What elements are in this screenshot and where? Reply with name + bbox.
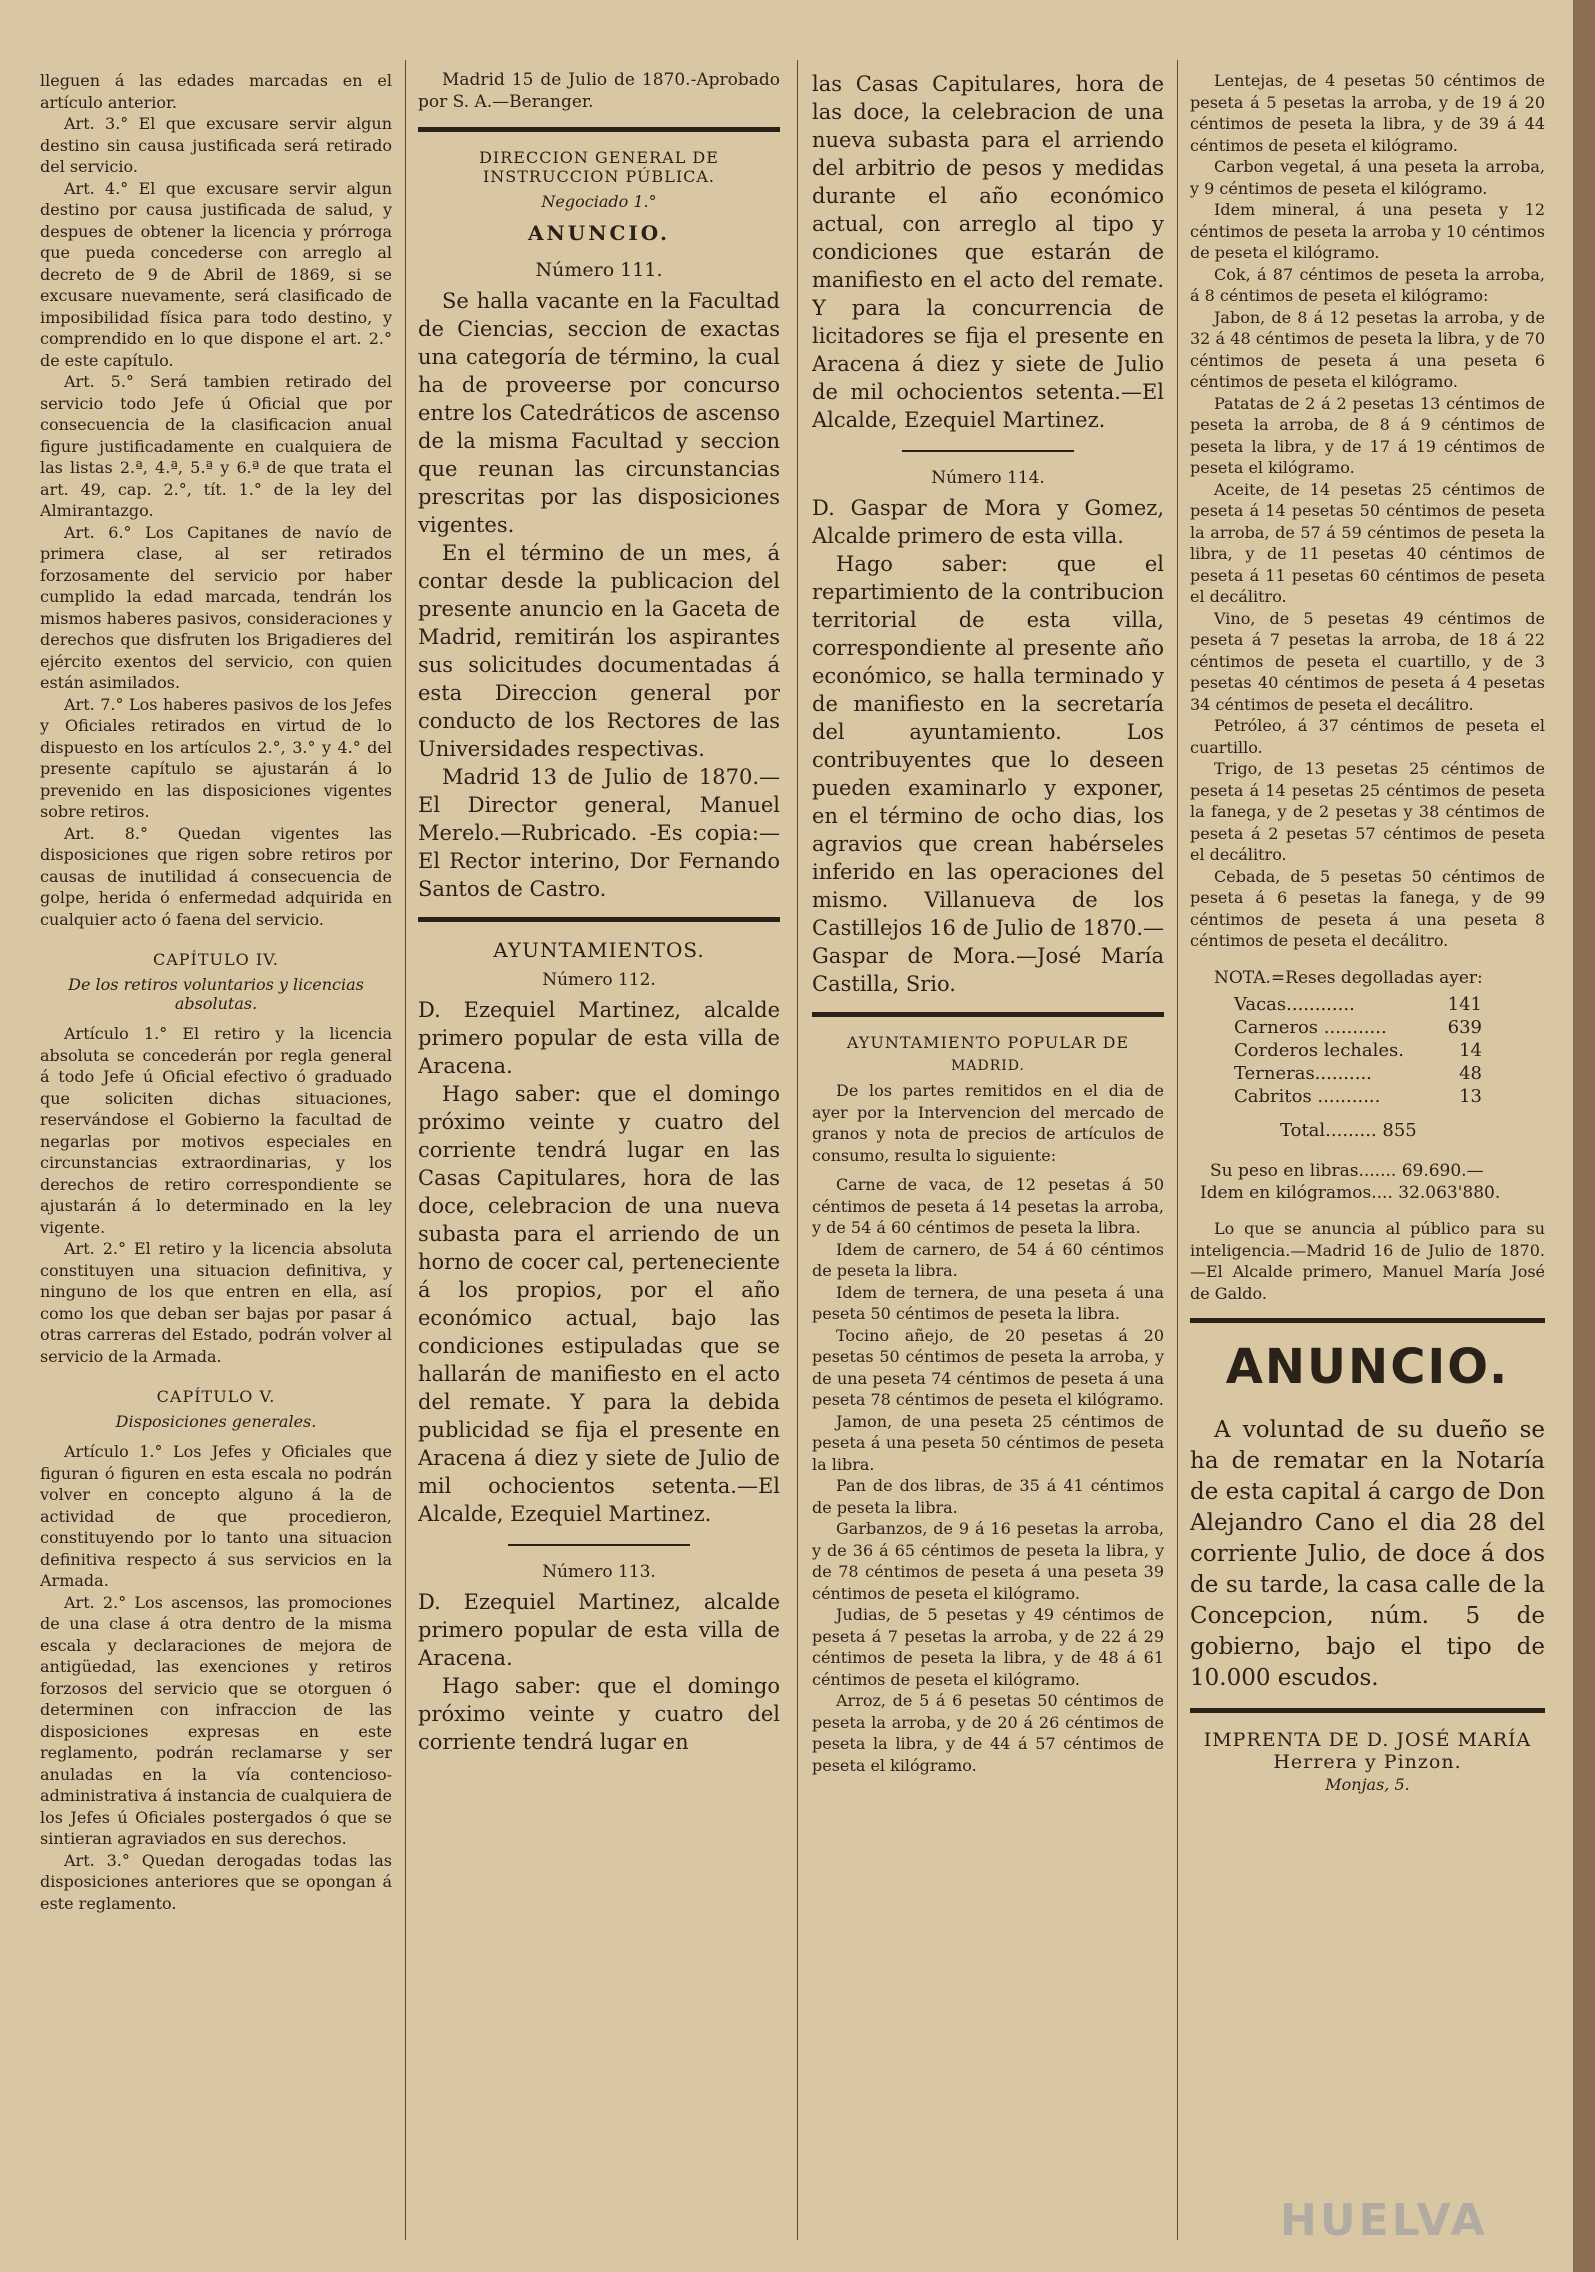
section-heading: AYUNTAMIENTO POPULAR DE — [846, 1033, 1130, 1052]
price-item: Judias, de 5 pesetas y 49 céntimos de peseta á 7 pesetas la arroba, y de 22 á 29 céntimos de peseta la libra, y de 48 á 61 céntimos de peseta el kilógramo. — [812, 1605, 1164, 1689]
price-item: Idem mineral, á una peseta y 12 céntimos de peseta la arroba y 10 céntimos de peseta el kilógramo. — [1190, 200, 1545, 262]
paragraph: las Casas Capitulares, hora de las doce, la celebracion de una nueva subasta para el arriendo del arbitrio de pesos y medidas durante el año económico actual, con arreglo al tipo y condiciones que estarán de manifiesto en el acto del remate. Y para la concurrencia de licitadores se fija el presente en Aracena á diez y siete de Julio de mil ochocientos setenta.—El Alcalde, Ezequiel Martinez. — [812, 72, 1164, 432]
chapter-heading: CAPÍTULO V. — [156, 1387, 276, 1406]
negociado: Negociado 1.° — [541, 192, 657, 211]
total-value: 855 — [1382, 1120, 1417, 1141]
column-1 — [40, 70, 392, 1914]
paragraph: lleguen á las edades marcadas en el artículo anterior. — [40, 71, 392, 112]
article: Art. 6.° Los Capitanes de navío de primera clase, al ser retirados forzosamente del servicio por haber cumplido la edad marcada, tendrán los mismos haberes pasivos, consideraciones y derechos que disfruten los Brigadieres del ejército exentos del servicio, con quien están asimilados. — [40, 522, 392, 692]
paragraph: Se halla vacante en la Facultad de Ciencias, seccion de exactas una categoría de término, la cual ha de proveerse por concurso entre los Catedráticos de ascenso de la misma Facultad y seccion que reunan las circunstancias prescritas por las disposiciones vigentes. — [418, 289, 780, 537]
anuncio-heading: ANUNCIO. — [527, 221, 670, 245]
library-watermark: HUELVA — [1280, 2195, 1488, 2246]
stat-label: Vacas............ — [1234, 994, 1355, 1015]
nota-heading: NOTA.=Reses degolladas ayer: — [1214, 967, 1483, 988]
article: Art. 8.° Quedan vigentes las disposiciones que rigen sobre retiros por causas de inutilidad á consecuencia de golpe, herida ó enfermedad adquirida en cualquier acto ó faena del servicio. — [40, 823, 392, 929]
stat-total — [1280, 1120, 1545, 1141]
paragraph: Madrid 13 de Julio de 1870.—El Director general, Manuel Merelo.—Rubricado. -Es copia:—El Rector interino, Dor Fernando Santos de Castro. — [418, 765, 780, 901]
stat-value: 639 — [1447, 1017, 1482, 1038]
section-rule — [1190, 1318, 1545, 1323]
stat-value: 14 — [1459, 1040, 1482, 1061]
price-item: Lentejas, de 4 pesetas 50 céntimos de peseta á 5 pesetas la arroba, y de 19 á 20 céntimos de peseta la libra, y de 39 á 44 céntimos de peseta el kilógramo. — [1190, 71, 1545, 155]
section-heading: DIRECCION GENERAL DE INSTRUCCION PÚBLICA. — [479, 148, 719, 186]
paragraph: En el término de un mes, á contar desde la publicacion del presente anuncio en la Gaceta de Madrid, remitirán los aspirantes sus solicitudes documentadas á esta Direccion general por conducto de los Rectores de las Universidades respectivas. — [418, 541, 780, 761]
short-rule — [508, 1544, 690, 1546]
article: Art. 7.° Los haberes pasivos de los Jefes y Oficiales retirados en virtud de lo dispuesto en los artículos 2.°, 3.° y 4.° del presente capítulo se ajustarán á lo prevenido en las disposiciones vigentes sobre retiros. — [40, 694, 392, 821]
paragraph: Hago saber: que el repartimiento de la contribucion territorial de esta villa, correspondiente al presente año económico, se halla terminado y de manifiesto en la secretaría del ayuntamiento. Los contribuyentes que lo deseen pueden examinarlo y exponer, en el término de ocho dias, los agravios que crean habérseles inferido en las operaciones del mismo. Villanueva de los Castillejos 16 de Julio de 1870.—Gaspar de Mora.—José María Castilla, Srio. — [812, 552, 1164, 996]
section-rule — [812, 1012, 1164, 1017]
column-3 — [812, 70, 1164, 1776]
price-item: Petróleo, á 37 céntimos de peseta el cuartillo. — [1190, 716, 1545, 757]
weight-kilos: Idem en kilógramos.... 32.063'880. — [1200, 1182, 1501, 1203]
price-item: Pan de dos libras, de 35 á 41 céntimos de peseta la libra. — [812, 1476, 1164, 1517]
price-item: Cok, á 87 céntimos de peseta la arroba, á 8 céntimos de peseta el kilógramo: — [1190, 264, 1545, 305]
column-divider — [797, 60, 798, 2240]
price-item: Patatas de 2 á 2 pesetas 13 céntimos de peseta la arroba, de 8 á 9 céntimos de peseta la libra, y de 17 á 19 céntimos de peseta el kilógramo. — [1190, 393, 1545, 477]
article: Artículo 1.° Los Jefes y Oficiales que figuran ó figuren en esta escala no podrán volver en concepto alguno á la de actividad de que procedieron, constituyendo por lo tanto una situacion definitiva respecto á sus servicios en la Armada. — [40, 1442, 392, 1590]
chapter-title: De los retiros voluntarios y licencias absolutas. — [68, 975, 364, 1013]
price-item: Trigo, de 13 pesetas 25 céntimos de peseta á 14 pesetas 25 céntimos de peseta la fanega, y de 2 pesetas y 38 céntimos de peseta á 2 pesetas 57 céntimos de peseta el decálitro. — [1190, 759, 1545, 864]
price-item: Jamon, de una peseta 25 céntimos de peseta á una peseta 50 céntimos de peseta la libra. — [812, 1411, 1164, 1474]
price-item: Cebada, de 5 pesetas 50 céntimos de peseta á 6 pesetas la fanega, y de 99 céntimos de peseta á una peseta 8 céntimos de peseta el decálitro. — [1190, 866, 1545, 950]
column-divider — [405, 60, 406, 2240]
stat-label: Cabritos ........... — [1234, 1086, 1381, 1107]
column-2 — [418, 70, 780, 1756]
price-item: Carbon vegetal, á una peseta la arroba, y 9 céntimos de peseta el kilógramo. — [1190, 157, 1545, 198]
price-item: Tocino añejo, de 20 pesetas á 20 pesetas 50 céntimos de peseta la arroba, y de una peseta 74 céntimos de peseta á una peseta 78 céntimos de peseta el kilógramo. — [812, 1325, 1164, 1409]
table-row — [1230, 1039, 1486, 1062]
notice-number: Número 111. — [535, 259, 663, 281]
price-item: Vino, de 5 pesetas 49 céntimos de peseta á 7 pesetas la arroba, de 18 á 22 céntimos de peseta el cuartillo, y de 3 pesetas 40 céntimos de peseta á 4 pesetas 34 céntimos de peseta el decálitro. — [1190, 608, 1545, 714]
table-row — [1230, 993, 1486, 1016]
article: Art. 3.° El que excusare servir algun destino sin causa justificada será retirado del servicio. — [40, 114, 392, 176]
notice-number: Número 114. — [931, 468, 1045, 488]
notice-number: Número 112. — [542, 970, 656, 990]
paragraph: Lo que se anuncia al público para su inteligencia.—Madrid 16 de Julio de 1870.—El Alcalde primero, Manuel María José de Galdo. — [1190, 1219, 1545, 1303]
paragraph: D. Ezequiel Martinez, alcalde primero popular de esta villa de Aracena. — [418, 1590, 780, 1670]
chapter-title: Disposiciones generales. — [115, 1412, 317, 1431]
stat-label: Carneros ........... — [1234, 1017, 1387, 1038]
printer-imprint: IMPRENTA DE D. JOSÉ MARÍA Herrera y Pinzon. — [1203, 1729, 1532, 1773]
stat-value: 13 — [1459, 1086, 1482, 1107]
notice-number: Número 113. — [542, 1562, 656, 1582]
price-item: Jabon, de 8 á 12 pesetas la arroba, y de 32 á 48 céntimos de peseta la libra, y de 70 céntimos de peseta á una peseta 6 céntimos de peseta el kilógramo. — [1190, 307, 1545, 391]
paragraph: Madrid 15 de Julio de 1870.-Aprobado por S. A.—Beranger. — [418, 70, 780, 112]
price-item: Aceite, de 14 pesetas 25 céntimos de peseta á 14 pesetas 50 céntimos de peseta la arroba, de 57 á 59 céntimos de peseta la libra, y de 11 pesetas 40 céntimos de peseta á 11 pesetas 60 céntimos de peseta el decálitro. — [1190, 479, 1545, 606]
paragraph: D. Gaspar de Mora y Gomez, Alcalde primero de esta villa. — [812, 496, 1164, 548]
section-rule — [418, 127, 780, 132]
article: Art. 5.° Será tambien retirado del servicio todo Jefe ú Oficial que por consecuencia de la clasificacion anual figure justificadamente en cualquiera de las listas 2.ª, 4.ª, 5.ª y 6.ª de que trata el art. 49, cap. 2.°, tít. 1.° de la ley del Almirantazgo. — [40, 372, 392, 520]
weight-libras: Su peso en libras....... 69.690.— — [1210, 1161, 1484, 1181]
paragraph: Hago saber: que el domingo próximo veinte y cuatro del corriente tendrá lugar en las Casas Capitulares, hora de las doce, celebracion de una nueva subasta para el arriendo de un horno de cocer cal, perteneciente á los propios, por el año económico actual, bajo las condiciones estipuladas que se hallarán de manifiesto en el acto del remate. Y para la debida publicidad se fija el presente en Aracena á diez y siete de Julio de mil ochocientos setenta.—El Alcalde, Ezequiel Martinez. — [418, 1082, 780, 1526]
section-rule — [418, 917, 780, 922]
article: Art. 2.° El retiro y la licencia absoluta constituyen una situacion definitiva, y ninguno de los que entren en ella, así como los que deban ser bajas por pasar á otras carreras del Estado, podrán volver al servicio de la Armada. — [40, 1239, 392, 1366]
section-heading: AYUNTAMIENTOS. — [493, 938, 705, 962]
stat-label: Corderos lechales. — [1234, 1040, 1404, 1061]
paragraph: Hago saber: que el domingo próximo veinte y cuatro del corriente tendrá lugar en — [418, 1674, 780, 1754]
printer-address: Monjas, 5. — [1325, 1775, 1410, 1794]
anuncio-heading: ANUNCIO. — [1225, 1339, 1510, 1395]
price-item: Garbanzos, de 9 á 16 pesetas la arroba, y de 36 á 65 céntimos de peseta la libra, y de 78 céntimos de peseta á una peseta 39 céntimos de peseta el kilógramo. — [812, 1519, 1164, 1603]
short-rule — [902, 450, 1074, 452]
total-label: Total......... — [1280, 1120, 1377, 1141]
stat-value: 48 — [1459, 1063, 1482, 1084]
article: Artículo 1.° El retiro y la licencia absoluta se concederán por regla general á todo Jefe ú Oficial efectivo ó graduado que soliciten dichas situaciones, reservándose el Gobierno la facultad de negarlas por motivos especiales en circunstancias extraordinarias, y los derechos de retiro correspondiente se ajustarán á lo determinado en la ley vigente. — [40, 1024, 392, 1237]
article: Art. 3.° Quedan derogadas todas las disposiciones anteriores que se opongan á este reglamento. — [40, 1850, 392, 1913]
price-item: Arroz, de 5 á 6 pesetas 50 céntimos de peseta la arroba, y de 20 á 26 céntimos de peseta la libra, y de 44 á 57 céntimos de peseta el kilógramo. — [812, 1691, 1164, 1775]
section-subheading: MADRID. — [951, 1058, 1025, 1074]
page-edge — [1573, 0, 1595, 2272]
stat-label: Terneras.......... — [1234, 1063, 1372, 1084]
stat-value: 141 — [1447, 994, 1482, 1015]
table-row — [1230, 1085, 1486, 1108]
price-item: Idem de ternera, de una peseta á una peseta 50 céntimos de peseta la libra. — [812, 1282, 1164, 1323]
paragraph: A voluntad de su dueño se ha de rematar en la Notaría de esta capital á cargo de Don Alejandro Cano el dia 28 del corriente Julio, de doce á dos de su tarde, la casa calle de la Concepcion, núm. 5 de gobierno, bajo el tipo de 10.000 escudos. — [1190, 1417, 1545, 1691]
paragraph: De los partes remitidos en el dia de ayer por la Intervencion del mercado de granos y nota de precios de artículos de consumo, resulta lo siguiente: — [812, 1081, 1164, 1165]
price-item: Idem de carnero, de 54 á 60 céntimos de peseta la libra. — [812, 1239, 1164, 1280]
price-item: Carne de vaca, de 12 pesetas á 50 céntimos de peseta á 14 pesetas la arroba, y de 54 á 60 céntimos de peseta la libra. — [812, 1175, 1164, 1237]
paragraph: D. Ezequiel Martinez, alcalde primero popular de esta villa de Aracena. — [418, 998, 780, 1078]
section-rule — [1190, 1708, 1545, 1713]
table-row — [1230, 1016, 1486, 1039]
article: Art. 2.° Los ascensos, las promociones de una clase á otra dentro de la misma escala y declaraciones de mejora de antigüedad, las exenciones y retiros forzosos del servicio que se otorguen ó determinen con infraccion de las disposiciones expresas en este reglamento, podrán reclamarse y ser anuladas en la vía contencioso-administrativa á instancia de cualquiera de los Jefes ú Oficiales postergados ó que se sintieran agraviados en sus derechos. — [40, 1592, 392, 1848]
column-divider — [1177, 60, 1178, 2240]
chapter-heading: CAPÍTULO IV. — [152, 950, 280, 969]
slaughter-table — [1230, 993, 1486, 1108]
column-4 — [1190, 70, 1545, 1804]
table-row — [1230, 1062, 1486, 1085]
article: Art. 4.° El que excusare servir algun destino por causa justificada de salud, y despues de obtener la licencia y prórroga que pueda concederse con arreglo al decreto de 9 de Abril de 1869, si se excusare nuevamente, será clasificado de imposibilidad física para todo destino, y comprendido en lo que dispone el art. 2.° de este capítulo. — [40, 178, 392, 370]
